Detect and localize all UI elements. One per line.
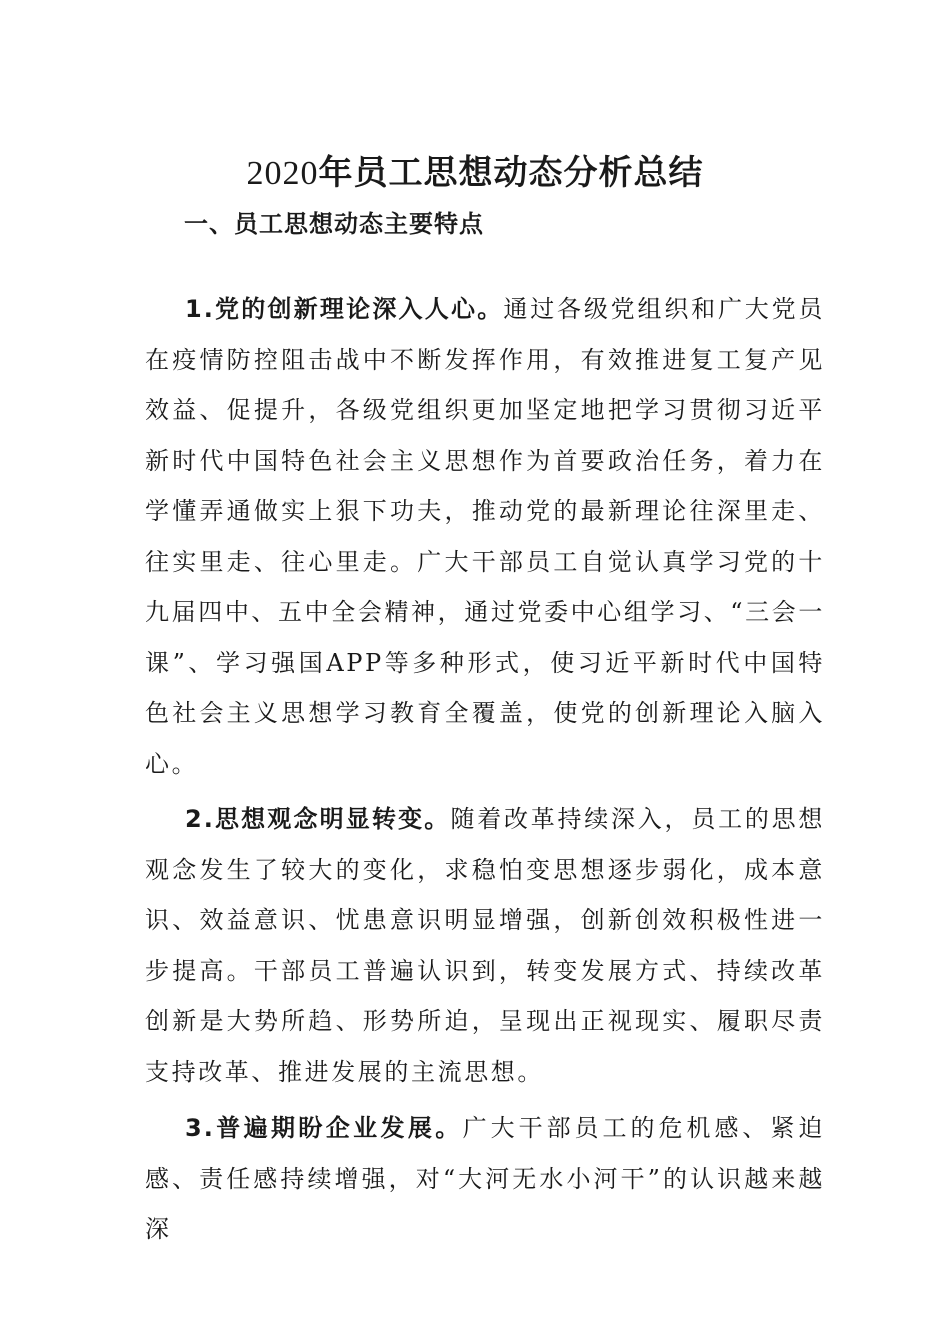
paragraph-2	[145, 794, 825, 1097]
paragraph-lead: 3.普遍期盼企业发展。	[185, 1114, 463, 1142]
paragraph-1	[145, 284, 825, 789]
paragraph-body: 广大干部员工的危机感、紧迫感、责任感持续增强，对“大河无水小河干”的认识越来越深	[145, 1114, 825, 1243]
section-heading: 一、员工思想动态主要特点	[184, 210, 484, 238]
document-title	[0, 147, 950, 200]
paragraph-body: 随着改革持续深入，员工的思想观念发生了较大的变化，求稳怕变思想逐步弱化，成本意识、效益意识、忧患意识明显增强，创新创效积极性进一步提高。干部员工普遍认识到，转变发展方式、持续改革创新是大势所趋、形势所迫，呈现出正视现实、履职尽责支持改革、推进发展的主流思想。	[145, 805, 825, 1086]
paragraph-lead: 2.思想观念明显转变。	[185, 805, 451, 833]
paragraph-3	[145, 1103, 825, 1255]
title-text: 年员工思想动态分析总结	[318, 152, 704, 193]
paragraph-body: 通过各级党组织和广大党员在疫情防控阻击战中不断发挥作用，有效推进复工复产见效益、促提升，各级党组织更加坚定地把学习贯彻习近平新时代中国特色社会主义思想作为首要政治任务，着力在学懂弄通做实上狠下功夫，推动党的最新理论往深里走、往实里走、往心里走。广大干部员工自觉认真学习党的十九届四中、五中全会精神，通过党委中心组学习、“三会一课”、学习强国APP等多种形式，使习近平新时代中国特色社会主义思想学习教育全覆盖，使党的创新理论入脑入心。	[145, 295, 825, 778]
paragraph-lead: 1.党的创新理论深入人心。	[185, 295, 504, 323]
title-year: 2020	[246, 154, 319, 192]
